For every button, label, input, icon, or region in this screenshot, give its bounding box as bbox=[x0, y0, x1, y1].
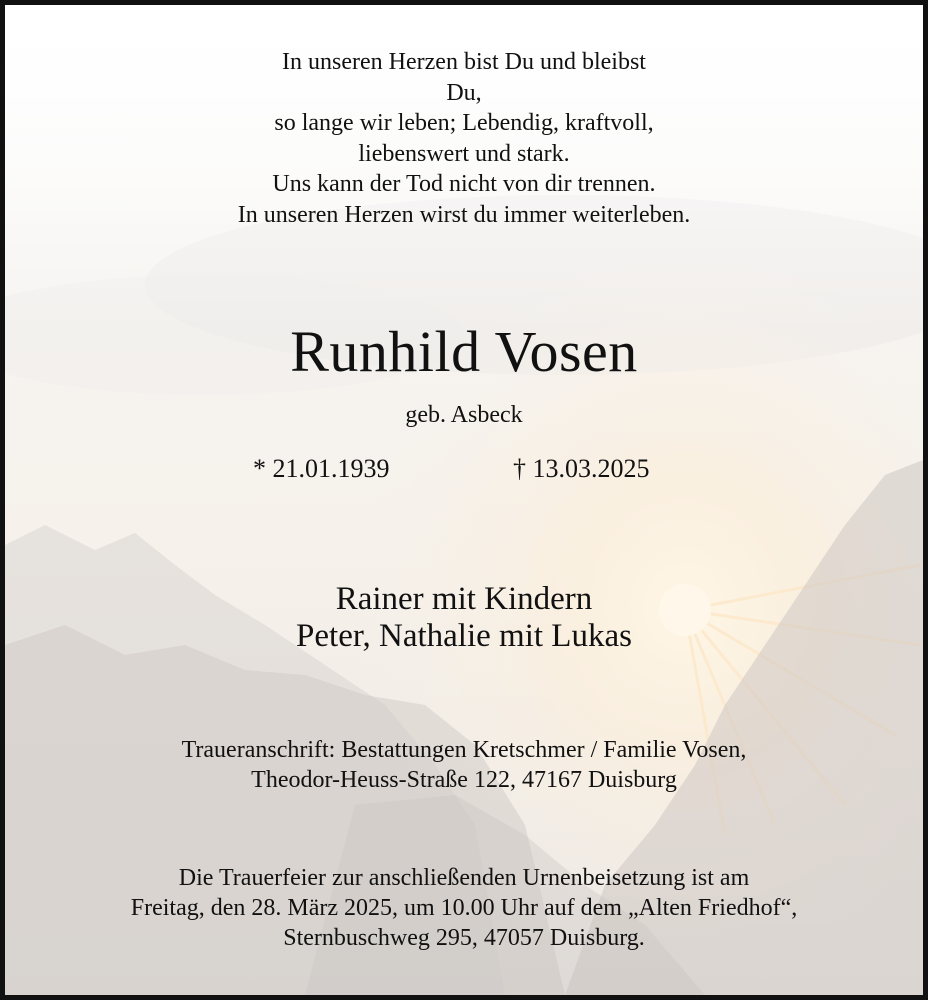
birth-date: * 21.01.1939 bbox=[253, 454, 390, 483]
deceased-name: Runhild Vosen bbox=[290, 319, 638, 384]
poem-line: In unseren Herzen wirst du immer weiterleben. bbox=[237, 201, 691, 228]
family-members bbox=[5, 581, 923, 655]
memorial-poem bbox=[5, 47, 923, 230]
poem-line: liebenswert und stark. bbox=[358, 140, 570, 167]
ceremony-line: Die Trauerfeier zur anschließenden Urnenbeisetzung ist am bbox=[178, 865, 750, 891]
maiden-name: geb. Asbeck bbox=[405, 402, 523, 428]
notice-content bbox=[5, 5, 923, 995]
funeral-ceremony-info bbox=[5, 863, 923, 953]
poem-line: so lange wir leben; Lebendig, kraftvoll, bbox=[274, 110, 654, 136]
mourning-address bbox=[5, 735, 923, 795]
poem-line: Du, bbox=[446, 79, 482, 106]
death-date: † 13.03.2025 bbox=[513, 454, 650, 483]
ceremony-line: Freitag, den 28. März 2025, um 10.00 Uhr auf dem „Alten Friedhof“, bbox=[130, 895, 798, 921]
address-line: Theodor-Heuss-Straße 122, 47167 Duisburg bbox=[251, 767, 677, 793]
family-line: Peter, Nathalie mit Lukas bbox=[296, 618, 632, 654]
family-line: Rainer mit Kindern bbox=[335, 581, 593, 617]
ceremony-line: Sternbuschweg 295, 47057 Duisburg. bbox=[283, 925, 645, 951]
poem-line: In unseren Herzen bist Du und bleibst bbox=[282, 49, 646, 75]
poem-line: Uns kann der Tod nicht von dir trennen. bbox=[272, 171, 656, 197]
address-line: Traueranschrift: Bestattungen Kretschmer / Familie Vosen, bbox=[181, 737, 747, 763]
